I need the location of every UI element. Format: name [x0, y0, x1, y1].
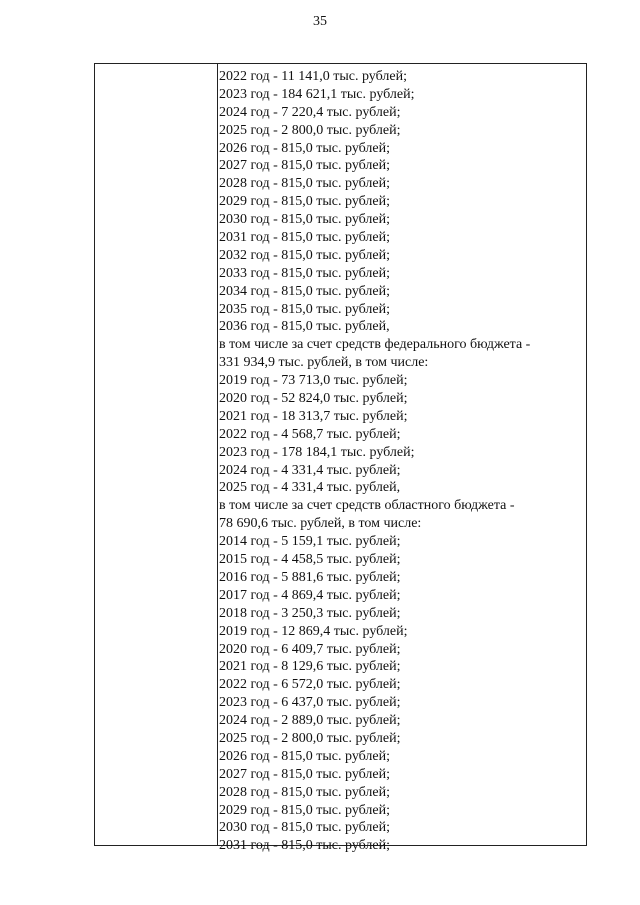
text-line: 2024 год - 4 331,4 тыс. рублей; — [219, 462, 401, 478]
text-line: 2029 год - 815,0 тыс. рублей; — [219, 194, 391, 210]
text-line: 2023 год - 178 184,1 тыс. рублей; — [219, 444, 415, 460]
text-line: 2023 год - 184 621,1 тыс. рублей; — [219, 86, 415, 102]
text-line: 2021 год - 8 129,6 тыс. рублей; — [219, 659, 401, 675]
text-line: 2019 год - 73 713,0 тыс. рублей; — [219, 373, 408, 389]
text-line: 2027 год - 815,0 тыс. рублей; — [219, 766, 391, 782]
funding-table — [94, 63, 587, 854]
text-line: 2024 год - 7 220,4 тыс. рублей; — [219, 104, 401, 120]
text-line: 2017 год - 4 869,4 тыс. рублей; — [219, 587, 401, 603]
text-line: 2024 год - 2 889,0 тыс. рублей; — [219, 713, 401, 729]
text-line: 2020 год - 6 409,7 тыс. рублей; — [219, 641, 401, 657]
text-line: 2026 год - 815,0 тыс. рублей; — [219, 748, 391, 764]
column-divider — [217, 64, 218, 845]
text-line: 2027 год - 815,0 тыс. рублей; — [219, 158, 391, 174]
text-line: 2025 год - 2 800,0 тыс. рублей; — [219, 730, 401, 746]
text-line: в том числе за счет средств областного бюджета - — [219, 498, 515, 514]
text-line: 2026 год - 815,0 тыс. рублей; — [219, 140, 391, 156]
text-line: 2022 год - 6 572,0 тыс. рублей; — [219, 677, 401, 693]
text-line: 2032 год - 815,0 тыс. рублей; — [219, 247, 391, 263]
text-line: 2031 год - 815,0 тыс. рублей; — [219, 838, 391, 854]
text-line: 2025 год - 2 800,0 тыс. рублей; — [219, 122, 401, 138]
text-line: 2025 год - 4 331,4 тыс. рублей, — [219, 480, 401, 496]
text-line: 2014 год - 5 159,1 тыс. рублей; — [219, 534, 401, 550]
text-line: 2015 год - 4 458,5 тыс. рублей; — [219, 552, 401, 568]
text-line: 2022 год - 11 141,0 тыс. рублей; — [219, 69, 407, 84]
text-line: 78 690,6 тыс. рублей, в том числе: — [219, 516, 422, 532]
text-line: 2036 год - 815,0 тыс. рублей, — [219, 319, 390, 335]
text-line: 2030 год - 815,0 тыс. рублей; — [219, 212, 391, 228]
text-line: в том числе за счет средств федерального бюджета - — [219, 337, 531, 353]
text-line: 2030 год - 815,0 тыс. рублей; — [219, 820, 391, 836]
text-line: 2031 год - 815,0 тыс. рублей; — [219, 230, 391, 246]
text-line: 2023 год - 6 437,0 тыс. рублей; — [219, 695, 401, 711]
text-line: 2029 год - 815,0 тыс. рублей; — [219, 802, 391, 818]
text-line: 2018 год - 3 250,3 тыс. рублей; — [219, 605, 401, 621]
funding-text-cell — [219, 68, 584, 855]
text-line: 2022 год - 4 568,7 тыс. рублей; — [219, 426, 401, 442]
text-line: 2028 год - 815,0 тыс. рублей; — [219, 784, 391, 800]
text-line: 331 934,9 тыс. рублей, в том числе: — [219, 355, 429, 371]
text-line: 2033 год - 815,0 тыс. рублей; — [219, 265, 391, 281]
text-line: 2028 год - 815,0 тыс. рублей; — [219, 176, 391, 192]
text-line: 2021 год - 18 313,7 тыс. рублей; — [219, 408, 408, 424]
text-line: 2016 год - 5 881,6 тыс. рублей; — [219, 569, 401, 585]
text-line: 2019 год - 12 869,4 тыс. рублей; — [219, 623, 408, 639]
text-line: 2020 год - 52 824,0 тыс. рублей; — [219, 391, 408, 407]
text-line: 2034 год - 815,0 тыс. рублей; — [219, 283, 391, 299]
text-line: 2035 год - 815,0 тыс. рублей; — [219, 301, 391, 317]
page-number: 35 — [313, 14, 327, 29]
